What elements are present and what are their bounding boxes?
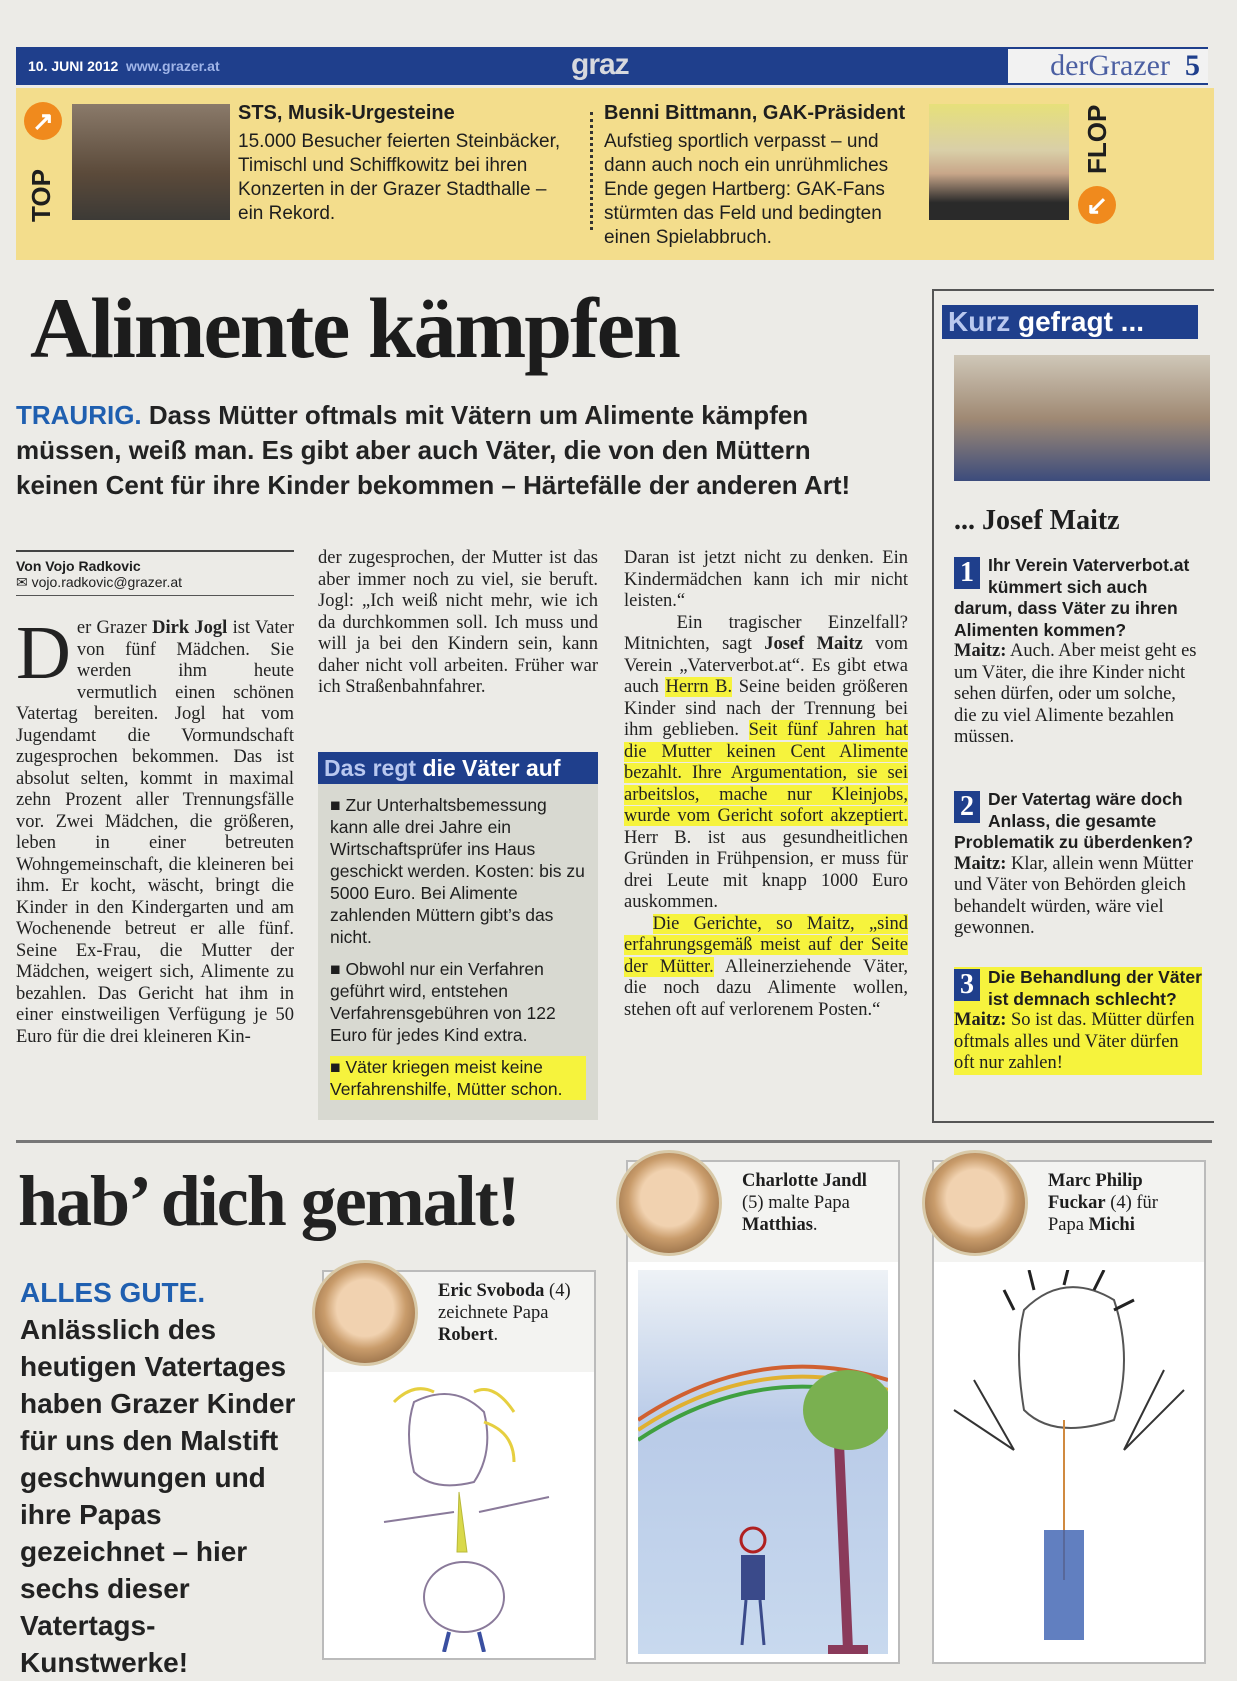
col3-highlight-1: Seit fünf Jahren hat die Mutter keinen Cent Alimente bezahlt. Ihre Argumentation, sie sei arbeitslos, mache nur Kleinjobs, wurde vom Gericht sofort akzeptiert. — [624, 720, 908, 826]
article-headline: Alimente kämpfen — [30, 280, 679, 376]
interview-title — [942, 305, 1198, 339]
col3-text-b: Ein tragischer Einzelfall? Mitnichten, sagt — [624, 612, 908, 654]
top-text: 15.000 Besucher feierten Steinbäcker, Timischl und Schiffkowitz bei ihren Konzerten in der Grazer Stadthalle – ein Rekord. — [238, 131, 561, 224]
papa-name: Michi — [1088, 1215, 1135, 1235]
col3-text-e: Herr B. ist aus gesundheitlichen Gründen in Frühpension, er muss für drei Leute mit knapp 1000 Euro auskommen. — [624, 827, 908, 912]
child-drawing-2 — [638, 1270, 888, 1654]
col3-text-c: vom Verein „Vaterverbot.at“. Es gibt etwa auch — [624, 634, 909, 697]
answer-text: So ist das. Mütter dürfen oftmals alles und Väter dürfen oft nur zahlen! — [954, 1010, 1195, 1073]
answer-speaker: Maitz: — [954, 1010, 1007, 1030]
answer-text: Auch. Aber meist geht es um Väter, die ihre Kinder nicht sehen dürfen, oder um solche, die zu viel Alimente bezahlen müssen. — [954, 641, 1197, 747]
col3-name: Josef Maitz — [764, 634, 863, 654]
child-photo-3 — [922, 1150, 1028, 1256]
section-divider — [16, 1140, 1212, 1143]
child-age: (4) — [1105, 1193, 1132, 1213]
caption-end: . — [493, 1325, 499, 1345]
caption-verb: zeichnete Papa — [438, 1303, 549, 1323]
child-photo-1 — [312, 1260, 418, 1366]
question-text: Der Vatertag wäre doch Anlass, die gesamte Problematik zu überdenken? — [954, 789, 1194, 852]
col1-text-b: ist Vater von fünf Mädchen. Sie werden ihm heute vermutlich einen schönen Vatertag bereiten. Jogl hat vom Jugendamt die Vormundschaft zugesprochen bekommen. Das ist absolut selten, kommt in maximal zehn Prozent aller Trennungsfälle vor. Zwei Mädchen, die größeren, leben in einer betreuten Wohngemeinschaft, die kleineren bei ihm. Er kocht, wäscht, bringt die Kinder in den Kindergarten und am Wochenende betreut er alle fünf. Seine Ex-Frau, die Mutter der Mädchen, weigert sich, Alimente zu bezahlen. Das Gericht hat ihm in einer einstweiligen Verfügung je 50 Euro für die drei kleineren Kin- — [16, 618, 295, 1047]
col3-text-f: Alleinerziehende Väter, die noch dazu Alimente wollen, stehen oft auf verlorenem Posten.“ — [624, 956, 908, 1020]
sts-band-photo — [72, 104, 230, 220]
section-title: graz — [571, 48, 629, 81]
info-box — [318, 752, 598, 1120]
caption-end: . — [812, 1215, 818, 1235]
child-name: Eric Svoboda — [438, 1281, 545, 1301]
issue-date: 10. JUNI 2012 — [28, 58, 119, 74]
answer-speaker: Maitz: — [954, 641, 1007, 661]
maitz-photo — [954, 355, 1210, 481]
page-header — [16, 47, 1208, 85]
flop-text: Aufstieg sportlich verpasst – und dann auch noch ein unrühmliches Ende gegen Hartberg: GAK-Fans stürmten das Feld und bedingten einen Spielabbruch. — [604, 131, 889, 248]
flop-title: Benni Bittmann, GAK-Präsident — [604, 102, 906, 124]
child-age: (5) — [742, 1193, 764, 1213]
interview-title-b: gefragt ... — [1018, 306, 1145, 337]
papa-name: Matthias — [742, 1215, 813, 1235]
info-box-item: ■ Obwohl nur ein Verfahren geführt wird, entstehen Verfahrensgebühren von 122 Euro für jedes Kind extra. — [330, 959, 556, 1045]
drawing-card-1 — [322, 1270, 596, 1660]
brand-logo: derGrazer — [1050, 49, 1170, 82]
brand-box — [1008, 49, 1208, 83]
col1-text-a: er Grazer — [76, 618, 153, 638]
article-column-2: der zugesprochen, der Mutter ist das aber immer noch zu viel, sie beruft. Jogl: „Ich weiß nicht mehr, wie ich da durchkommen soll. Ich muss und will ja bei den Kindern sein, kann daher nicht voll arbeiten. Früher war ich Straßenbahnfahrer. — [318, 548, 598, 697]
col3-text-a: Daran ist jetzt nicht zu denken. Ein Kindermädchen kann ich mir nicht leisten.“ — [624, 548, 908, 611]
arrow-down-left-icon: ↙ — [1078, 186, 1116, 224]
info-box-list — [330, 794, 586, 1110]
col3-herr: Herrn B. — [665, 677, 733, 697]
bittmann-photo — [929, 104, 1069, 220]
interview-title-a: Kurz — [948, 306, 1018, 337]
top-label: TOP — [26, 169, 56, 222]
answer-speaker: Maitz: — [954, 853, 1007, 874]
card-caption-2 — [742, 1170, 892, 1236]
info-box-title-b: die Väter auf — [422, 755, 561, 781]
col3-highlight-2: Die Gerichte, so Maitz, „sind erfahrungsgemäß meist auf der Seite der Mütter. — [624, 913, 909, 977]
kids-headline: hab’ dich gemalt! — [18, 1161, 519, 1241]
drawing-card-3 — [932, 1160, 1206, 1664]
page-number: 5 — [1185, 49, 1200, 82]
site-url[interactable]: www.grazer.at — [126, 58, 220, 74]
interview-box — [932, 289, 1214, 1123]
child-drawing-3 — [944, 1270, 1194, 1654]
child-photo-2 — [616, 1150, 722, 1256]
kids-kicker: ALLES GUTE. — [20, 1277, 206, 1308]
byline-email[interactable]: vojo.radkovic@grazer.at — [31, 574, 183, 590]
question-number: 3 — [954, 969, 980, 1001]
top-flop-panel — [16, 88, 1214, 260]
answer-text: Klar, allein wenn Mütter und Väter von Behörden gleich behandelt würden, wäre viel gewonnen. — [954, 853, 1194, 938]
byline-author: Von Vojo Radkovic — [16, 558, 141, 574]
interviewee-name: ... Josef Maitz — [954, 505, 1120, 536]
top-title: STS, Musik-Urgesteine — [238, 102, 455, 124]
drop-cap: D — [16, 611, 71, 695]
card-caption-1 — [438, 1280, 588, 1346]
article-column-1 — [16, 611, 295, 1048]
child-name: Charlotte Jandl — [742, 1171, 867, 1191]
kids-intro-text: Anlässlich des heutigen Vatertages haben Grazer Kinder für uns den Malstift geschwungen und ihre Papas gezeichnet – hier sechs dieser Vatertags-Kunstwerke! — [20, 1314, 296, 1678]
lead-text: Dass Mütter oftmals mit Vätern um Alimente kämpfen müssen, weiß man. Es gibt aber auch Väter, die von den Müttern keinen Cent für ihre Kinder bekommen – Härtefälle der anderen Art! — [16, 400, 851, 500]
child-drawing-1 — [354, 1382, 564, 1652]
drawing-card-2 — [626, 1160, 900, 1664]
info-box-title-a: Das regt — [324, 755, 423, 781]
kids-intro — [20, 1274, 310, 1681]
caption-verb: für Papa — [1048, 1193, 1158, 1235]
question-text: Ihr Verein Vaterverbot.at kümmert sich auch darum, dass Väter zu ihren Alimenten kommen? — [954, 555, 1190, 640]
flop-label: FLOP — [1082, 104, 1112, 174]
top-flop-divider — [590, 112, 593, 230]
arrow-up-right-icon: ↗ — [24, 102, 62, 140]
info-box-item: ■ Zur Unterhaltsbemessung kann alle drei Jahre ein Wirtschaftsprüfer ins Haus geschickt werden. Kosten: bis zu 5000 Euro. Bei Alimente zahlenden Müttern gibt’s das nicht. — [330, 795, 585, 947]
email-icon: ✉ — [16, 574, 32, 590]
article-column-3 — [624, 548, 908, 1021]
qa-1 — [954, 555, 1202, 749]
info-box-item-text: Obwohl nur ein Verfahren geführt wird, entstehen Verfahrensgebühren von 122 Euro für jedes Kind extra. — [330, 959, 556, 1045]
col3-text-d: Seine beiden größeren Kinder sind nach der Trennung bei ihm geblieben. — [624, 677, 908, 740]
card-caption-3 — [1048, 1170, 1194, 1236]
papa-name: Robert — [438, 1325, 494, 1345]
info-box-item-text: Väter kriegen meist keine Verfahrenshilfe, Mütter schon. — [330, 1057, 563, 1099]
question-number: 2 — [954, 791, 980, 823]
qa-2 — [954, 789, 1202, 940]
child-age: (4) — [544, 1281, 571, 1301]
article-lead — [16, 398, 876, 503]
caption-verb: malte Papa — [763, 1193, 850, 1213]
info-box-item: ■ Väter kriegen meist keine Verfahrenshilfe, Mütter schon. — [330, 1056, 586, 1100]
question-text: Die Behandlung der Väter ist demnach schlecht? — [954, 967, 1202, 1010]
byline — [16, 550, 294, 596]
col1-name: Dirk Jogl — [152, 618, 228, 638]
qa-3 — [954, 967, 1202, 1075]
child-name: Marc Philip Fuckar — [1048, 1171, 1143, 1213]
question-number: 1 — [954, 557, 980, 589]
info-box-item-text: Zur Unterhaltsbemessung kann alle drei Jahre ein Wirtschaftsprüfer ins Haus geschickt werden. Kosten: bis zu 5000 Euro. Bei Alimente zahlenden Müttern gibt’s das nicht. — [330, 795, 585, 947]
info-box-title — [318, 752, 598, 784]
lead-kicker: TRAURIG. — [16, 400, 142, 430]
